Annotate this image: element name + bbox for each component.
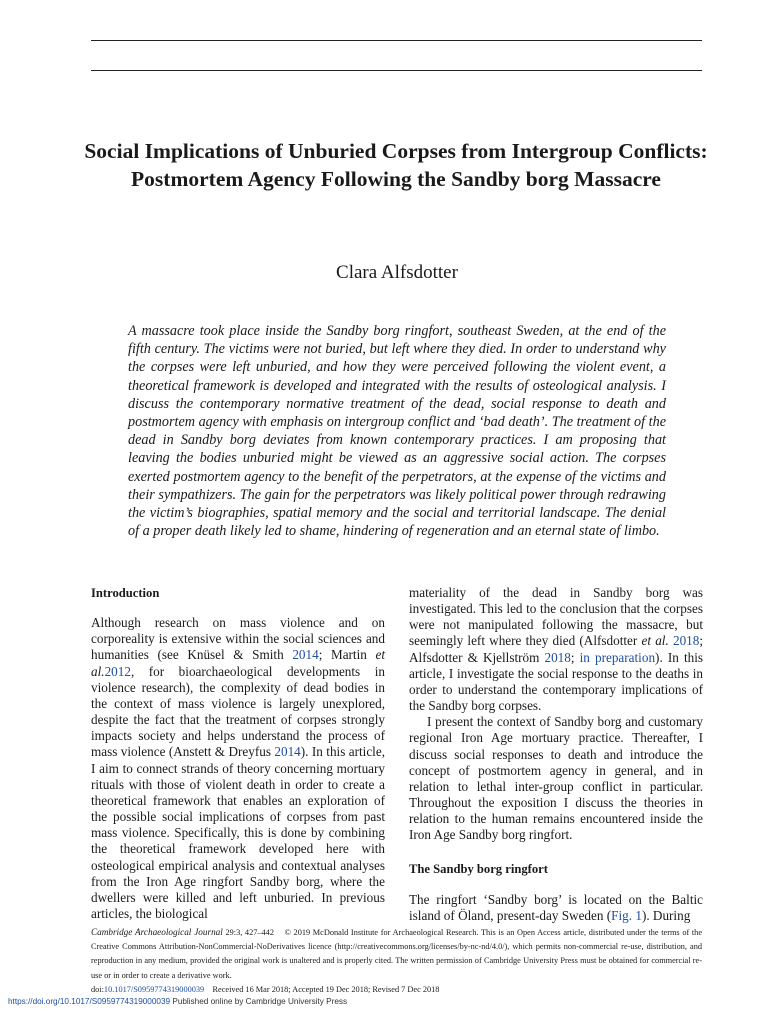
second-rule <box>91 70 702 71</box>
introduction-paragraph: Although research on mass violence and on corporeality is extensive within the social sciences and humanities (see Knüsel & Smith 2014; Martin et al.2012, for bioarchaeological developments in violence research), the complexity of dead bodies in the context of mass violence is largely unexplored, despite the fact that the treatment of corpses strongly impacts society and helps understand the process of mass violence (Anstett & Dreyfus 2014). In this article, I aim to connect strands of theory concerning mortuary rituals with those of violent death in order to create a theoretical framework that enables an exploration of the possible social implications of corpses from past mass violence. Specifically, this is done by combining the theoretical framework developed here with osteological empirical analysis and contextual analyses from the Iron Age ringfort Sandby borg, where the dwellers were killed and left unburied. In previous articles, the biological <box>91 615 386 921</box>
doi-bar: https://doi.org/10.1017/S0959774319000039 Published online by Cambridge University Press <box>8 997 348 1006</box>
citation-link[interactable]: 2012 <box>104 663 131 679</box>
citation-link[interactable]: 2014 <box>292 647 319 663</box>
section-heading: The Sandby borg ringfort <box>409 861 548 876</box>
article-dates: Received 16 Mar 2018; Accepted 19 Dec 2018; Revised 7 Dec 2018 <box>212 984 440 994</box>
top-rule <box>91 40 702 41</box>
citation-link[interactable]: 2018 <box>672 633 700 649</box>
doi-link[interactable]: 10.1017/S0959774319000039 <box>103 984 205 994</box>
author-name: Clara Alfsdotter <box>336 262 458 283</box>
doi-url-link[interactable]: https://doi.org/10.1017/S0959774319000039 <box>8 997 171 1006</box>
right-column <box>409 585 703 924</box>
abstract: A massacre took place inside the Sandby borg ringfort, southeast Sweden, at the end of the fifth century. The victims were not buried, but left where they died. In order to understand why the corpses were left unburied, and how they were perceived following the violent event, a theoretical framework is developed and integrated with the results of osteological analysis. I discuss the contemporary normative treatment of the dead, social response to death and postmortem agency with emphasis on intergroup conflict and ‘bad death’. The treatment of the dead in Sandby borg deviates from known contemporary practices. I am proposing that leaving the bodies unburied might be viewed as an aggressive social action. The corpses exerted postmortem agency to the benefit of the perpetrators, at the expense of the victims and their sympathizers. The gain for the perpetrators was likely political power through redrawing the victim’s biographies, spatial memory and the social and territorial landscape. The denial of a proper death likely led to shame, hindering of regeneration and an eternal state of limbo. <box>128 323 666 540</box>
citation-link[interactable]: 2014 <box>274 744 301 760</box>
license-text: © 2019 McDonald Institute for Archaeological Research. This is an Open Access article, distributed under the terms of the Creative Commons Attribution-NonCommercial-NoDerivatives licence (http://creativecommons.org/licenses/by-nc-nd/4.0/), which permits non-commercial re-use, distribution, and reproduction in any medium, provided the original work is unaltered and is properly cited. The written permission of Cambridge University Press must be obtained for commercial re-use or in order to create a derivative work. <box>91 928 703 980</box>
body-paragraph: The ringfort ‘Sandby borg’ is located on the Baltic island of Öland, present-day Sweden (Fig. 1). During <box>409 891 703 923</box>
article-title: Social Implications of Unburied Corpses from Intergroup Conflicts: Postmortem Agency Following the Sandby borg Massacre <box>84 139 708 191</box>
journal-footer: Cambridge Archaeological Journal 29:3, 427–442 © 2019 McDonald Institute for Archaeological Research. This is an Open Access article, distributed under the terms of the Creative Commons Attribution-NonCommercial-NoDerivatives licence (http://creativecommons.org/licenses/by-nc-nd/4.0/), which permits non-commercial re-use, distribution, and reproduction in any medium, provided the original work is unaltered and is properly cited. The written permission of Cambridge University Press must be obtained for commercial re-use or in order to create a derivative work. doi:10.1017/S0959774319000039 Received 16 Mar 2018; Accepted 19 Dec 2018; Revised 7 Dec 2018 <box>91 927 703 994</box>
citation-link[interactable]: in preparation <box>579 649 656 665</box>
citation-link[interactable]: 2018 <box>544 649 571 665</box>
left-column <box>91 585 385 922</box>
introduction-heading: Introduction <box>91 586 160 600</box>
journal-name: Cambridge Archaeological Journal <box>91 927 223 937</box>
body-paragraph: materiality of the dead in Sandby borg was investigated. This led to the conclusion that the corpses were not manipulated following the massacre, but seemingly left where they died (Alfsdotter et al. 2018; Alfsdotter & Kjellström 2018; in preparation). In this article, I investigate the social response to the deaths in order to understand the contemporary implications of the Sandby borg corpses. <box>409 585 704 714</box>
body-paragraph: I present the context of Sandby borg and customary regional Iron Age mortuary practice. Thereafter, I discuss social responses to death and introduce the concept of postmortem agency in general, and in relation to lethal inter-group conflict in particular. Throughout the exposition I discuss the theories in relation to the human remains encountered inside the Iron Age Sandby borg ringfort. <box>409 714 703 843</box>
figure-link[interactable]: Fig. 1 <box>611 907 642 923</box>
